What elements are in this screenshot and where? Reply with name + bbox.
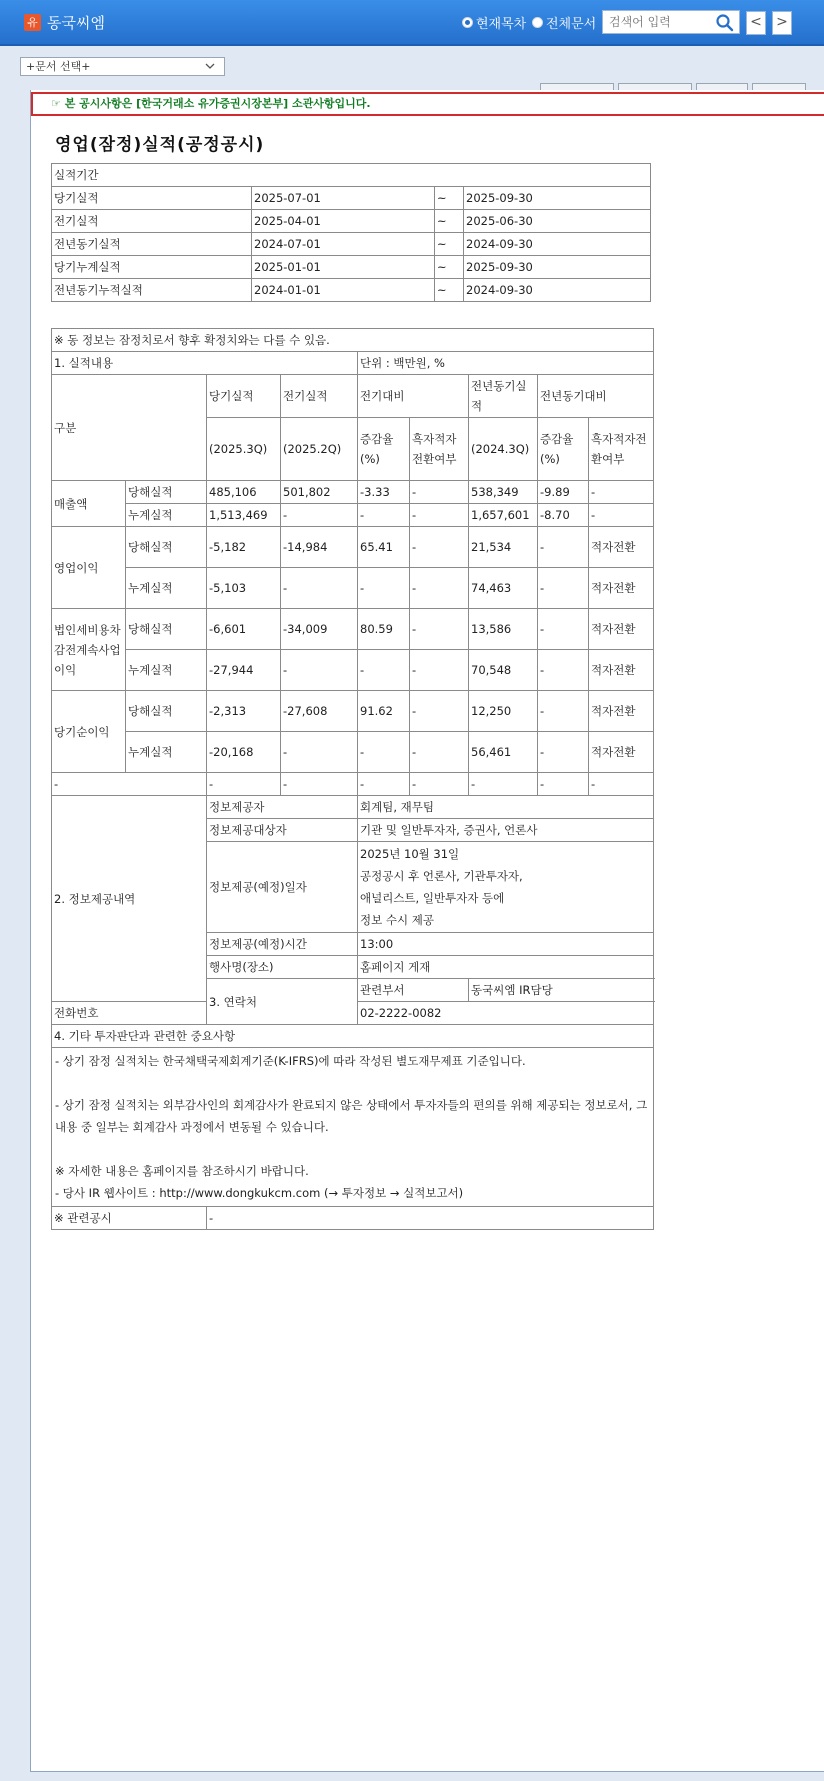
cell-cur: -2,313 bbox=[207, 691, 281, 732]
category-label: 영업이익 bbox=[52, 527, 126, 609]
cell-qoq: - bbox=[358, 504, 410, 527]
cell-yoy-t: 적자전환 bbox=[589, 732, 654, 773]
page-title: 영업(잠정)실적(공정공시) bbox=[55, 135, 265, 155]
header-current-period: (2025.3Q) bbox=[207, 418, 281, 481]
document-select-value: +문서 선택+ bbox=[26, 60, 91, 73]
company-name: 동국씨엠 bbox=[47, 14, 105, 32]
cell-yoy-t: 적자전환 bbox=[589, 650, 654, 691]
table-row bbox=[52, 481, 654, 504]
cell-sub: 당해실적 bbox=[126, 691, 207, 732]
cell-yoy-v: 56,461 bbox=[469, 732, 538, 773]
phone-label: 전화번호 bbox=[52, 1002, 207, 1025]
header-qoq-rate: 증감율(%) bbox=[358, 418, 410, 481]
phone-value: 02-2222-0082 bbox=[358, 1002, 654, 1025]
header-yoy-rate: 증감율(%) bbox=[538, 418, 589, 481]
time-label: 정보제공(예정)시간 bbox=[207, 933, 358, 956]
table-row bbox=[52, 650, 654, 691]
disclaimer: ※ 동 정보는 잠정치로서 향후 확정치와는 다를 수 있음. bbox=[52, 329, 654, 352]
table-row bbox=[52, 233, 651, 256]
header-yoy-period: (2024.3Q) bbox=[469, 418, 538, 481]
table-row bbox=[52, 773, 654, 796]
dash-cell: - bbox=[589, 773, 654, 796]
cell-prev: 501,802 bbox=[281, 481, 358, 504]
period-header: 실적기간 bbox=[52, 164, 651, 187]
cell-prev: -34,009 bbox=[281, 609, 358, 650]
cell-prev: - bbox=[281, 732, 358, 773]
table-row bbox=[52, 568, 654, 609]
document-panel bbox=[30, 90, 824, 1772]
cell-qoq-t: - bbox=[410, 481, 469, 504]
period-from: 2025-07-01 bbox=[252, 187, 435, 210]
cell-yoy-t: 적자전환 bbox=[589, 527, 654, 568]
radio-selected-icon[interactable] bbox=[462, 17, 473, 28]
header-current: 당기실적 bbox=[207, 375, 281, 418]
cell-qoq: -3.33 bbox=[358, 481, 410, 504]
section-3-label: 3. 연락처 bbox=[207, 979, 358, 1025]
date-value bbox=[358, 842, 654, 933]
dash-cell: - bbox=[538, 773, 589, 796]
cell-qoq: 65.41 bbox=[358, 527, 410, 568]
unit-label: 단위 : 백만원, % bbox=[358, 352, 654, 375]
period-to: 2025-09-30 bbox=[464, 256, 651, 279]
cell-yoy: - bbox=[538, 650, 589, 691]
period-table bbox=[51, 163, 651, 302]
section-1-label: 1. 실적내용 bbox=[52, 352, 358, 375]
prev-button[interactable]: < bbox=[746, 11, 766, 35]
cell-yoy-t: 적자전환 bbox=[589, 691, 654, 732]
venue-label: 행사명(장소) bbox=[207, 956, 358, 979]
date-line: 공정공시 후 언론사, 기관투자자, bbox=[360, 869, 523, 883]
cell-yoy-t: - bbox=[589, 504, 654, 527]
period-label: 전년동기누적실적 bbox=[52, 279, 252, 302]
cell-prev: - bbox=[281, 504, 358, 527]
table-row bbox=[52, 732, 654, 773]
period-tilde: ~ bbox=[435, 187, 464, 210]
cell-yoy-t: 적자전환 bbox=[589, 568, 654, 609]
dept-value: 동국씨엠 IR담당 bbox=[469, 979, 654, 1002]
cell-yoy-v: 1,657,601 bbox=[469, 504, 538, 527]
period-tilde: ~ bbox=[435, 233, 464, 256]
period-tilde: ~ bbox=[435, 279, 464, 302]
period-label: 당기누계실적 bbox=[52, 256, 252, 279]
period-label: 전기실적 bbox=[52, 210, 252, 233]
dash-cell: - bbox=[52, 773, 207, 796]
target-label: 정보제공대상자 bbox=[207, 819, 358, 842]
cell-qoq: - bbox=[358, 732, 410, 773]
cell-yoy-v: 12,250 bbox=[469, 691, 538, 732]
cell-yoy: - bbox=[538, 732, 589, 773]
dept-label: 관련부서 bbox=[358, 979, 469, 1002]
cell-yoy-v: 70,548 bbox=[469, 650, 538, 691]
cell-yoy-v: 13,586 bbox=[469, 609, 538, 650]
cell-sub: 누계실적 bbox=[126, 568, 207, 609]
dash-cell: - bbox=[469, 773, 538, 796]
header-yoy-turn: 흑자적자전환여부 bbox=[589, 418, 654, 481]
table-row bbox=[52, 329, 654, 352]
radio-current-label: 현재목차 bbox=[476, 17, 527, 32]
cell-cur: 1,513,469 bbox=[207, 504, 281, 527]
radio-all-docs[interactable] bbox=[532, 13, 596, 32]
cell-qoq-t: - bbox=[410, 732, 469, 773]
cell-yoy-v: 21,534 bbox=[469, 527, 538, 568]
period-tilde: ~ bbox=[435, 256, 464, 279]
company-logo-icon: 유 bbox=[24, 14, 41, 31]
table-row bbox=[52, 164, 651, 187]
table-row bbox=[52, 691, 654, 732]
cell-yoy: -9.89 bbox=[538, 481, 589, 504]
search-icon[interactable] bbox=[715, 13, 735, 33]
provider-value: 회계팀, 재무팀 bbox=[358, 796, 654, 819]
header-qoq-turn: 흑자적자전환여부 bbox=[410, 418, 469, 481]
period-label: 당기실적 bbox=[52, 187, 252, 210]
cell-qoq-t: - bbox=[410, 568, 469, 609]
results-table bbox=[51, 328, 654, 1230]
cell-yoy: - bbox=[538, 527, 589, 568]
search-box bbox=[602, 10, 740, 34]
jurisdiction-notice: ☞ 본 공시사항은 [한국거래소 유가증권시장본부] 소관사항입니다. bbox=[31, 92, 824, 116]
table-row bbox=[52, 187, 651, 210]
cell-cur: -6,601 bbox=[207, 609, 281, 650]
target-value: 기관 및 일반투자자, 증권사, 언론사 bbox=[358, 819, 654, 842]
venue-value: 홈페이지 게재 bbox=[358, 956, 654, 979]
cell-cur: -5,182 bbox=[207, 527, 281, 568]
period-from: 2024-07-01 bbox=[252, 233, 435, 256]
cell-qoq: 91.62 bbox=[358, 691, 410, 732]
table-row bbox=[52, 256, 651, 279]
cell-cur: -27,944 bbox=[207, 650, 281, 691]
table-row bbox=[52, 609, 654, 650]
cell-prev: - bbox=[281, 568, 358, 609]
period-to: 2025-06-30 bbox=[464, 210, 651, 233]
cell-qoq-t: - bbox=[410, 609, 469, 650]
category-label: 매출액 bbox=[52, 481, 126, 527]
date-line: 2025년 10월 31일 bbox=[360, 847, 460, 861]
provider-label: 정보제공자 bbox=[207, 796, 358, 819]
cell-sub: 당해실적 bbox=[126, 527, 207, 568]
cell-sub: 누계실적 bbox=[126, 650, 207, 691]
table-row bbox=[52, 279, 651, 302]
header-gubun: 구분 bbox=[52, 375, 207, 481]
period-to: 2025-09-30 bbox=[464, 187, 651, 210]
cell-qoq-t: - bbox=[410, 650, 469, 691]
cell-yoy: - bbox=[538, 568, 589, 609]
cell-yoy-v: 538,349 bbox=[469, 481, 538, 504]
notes-text: - 상기 잠정 실적치는 한국채택국제회계기준(K-IFRS)에 따라 작성된 별도재무제표 기준입니다. - 상기 잠정 실적치는 외부감사인의 회계감사가 완료되지 않은 상태에서 투자자들의 편의를 위해 제공되는 정보로서, 그 내용 중 일부는 회계감사 과정에서 변동될 수 있습니다. ※ 자세한 내용은 홈페이지를 참조하시기 바랍니다. - 당사 IR 웹사이트 : http://www.dongkukcm.com (→ 투자정보 → 실적보고서) bbox=[52, 1048, 654, 1207]
cell-prev: - bbox=[281, 650, 358, 691]
header-yoy: 전년동기대비 bbox=[538, 375, 654, 418]
period-to: 2024-09-30 bbox=[464, 279, 651, 302]
search-input[interactable] bbox=[603, 11, 715, 33]
cell-cur: -20,168 bbox=[207, 732, 281, 773]
table-row bbox=[52, 352, 654, 375]
cell-yoy-t: - bbox=[589, 481, 654, 504]
period-label: 전년동기실적 bbox=[52, 233, 252, 256]
header-previous: 전기실적 bbox=[281, 375, 358, 418]
cell-yoy-v: 74,463 bbox=[469, 568, 538, 609]
table-row bbox=[52, 1025, 654, 1048]
next-button[interactable]: > bbox=[772, 11, 792, 35]
table-row bbox=[52, 796, 654, 819]
date-label: 정보제공(예정)일자 bbox=[207, 842, 358, 933]
cell-yoy-t: 적자전환 bbox=[589, 609, 654, 650]
table-row bbox=[52, 1207, 654, 1230]
cell-prev: -14,984 bbox=[281, 527, 358, 568]
section-2-label: 2. 정보제공내역 bbox=[52, 796, 207, 1002]
dash-cell: - bbox=[410, 773, 469, 796]
chevron-down-icon bbox=[205, 61, 215, 71]
date-line: 정보 수시 제공 bbox=[360, 913, 434, 927]
table-row bbox=[52, 527, 654, 568]
header-qoq: 전기대비 bbox=[358, 375, 469, 418]
cell-prev: -27,608 bbox=[281, 691, 358, 732]
period-tilde: ~ bbox=[435, 210, 464, 233]
cell-qoq-t: - bbox=[410, 691, 469, 732]
header-previous-period: (2025.2Q) bbox=[281, 418, 358, 481]
table-row bbox=[52, 1048, 654, 1207]
radio-unselected-icon[interactable] bbox=[532, 17, 543, 28]
radio-all-label: 전체문서 bbox=[546, 17, 597, 32]
cell-qoq: - bbox=[358, 568, 410, 609]
cell-qoq: 80.59 bbox=[358, 609, 410, 650]
cell-qoq: - bbox=[358, 650, 410, 691]
section-4-label: 4. 기타 투자판단과 관련한 중요사항 bbox=[52, 1025, 654, 1048]
date-line: 애널리스트, 일반투자자 등에 bbox=[360, 891, 505, 905]
period-to: 2024-09-30 bbox=[464, 233, 651, 256]
category-label: 법인세비용차감전계속사업이익 bbox=[52, 609, 126, 691]
dash-cell: - bbox=[358, 773, 410, 796]
cell-sub: 누계실적 bbox=[126, 732, 207, 773]
cell-qoq-t: - bbox=[410, 504, 469, 527]
cell-yoy: -8.70 bbox=[538, 504, 589, 527]
dash-cell: - bbox=[207, 773, 281, 796]
cell-yoy: - bbox=[538, 609, 589, 650]
period-from: 2024-01-01 bbox=[252, 279, 435, 302]
cell-yoy: - bbox=[538, 691, 589, 732]
period-from: 2025-01-01 bbox=[252, 256, 435, 279]
cell-sub: 당해실적 bbox=[126, 481, 207, 504]
cell-sub: 당해실적 bbox=[126, 609, 207, 650]
table-row bbox=[52, 210, 651, 233]
cell-cur: 485,106 bbox=[207, 481, 281, 504]
table-row bbox=[52, 375, 654, 418]
related-label: ※ 관련공시 bbox=[52, 1207, 207, 1230]
document-select[interactable] bbox=[20, 57, 225, 76]
cell-qoq-t: - bbox=[410, 527, 469, 568]
period-from: 2025-04-01 bbox=[252, 210, 435, 233]
header-yoy-actual: 전년동기실적 bbox=[469, 375, 538, 418]
table-row bbox=[52, 504, 654, 527]
top-header-bar bbox=[0, 0, 824, 46]
cell-sub: 누계실적 bbox=[126, 504, 207, 527]
radio-current-toc[interactable] bbox=[462, 13, 526, 32]
related-value: - bbox=[207, 1207, 654, 1230]
category-label: 당기순이익 bbox=[52, 691, 126, 773]
dash-cell: - bbox=[281, 773, 358, 796]
time-value: 13:00 bbox=[358, 933, 654, 956]
cell-cur: -5,103 bbox=[207, 568, 281, 609]
